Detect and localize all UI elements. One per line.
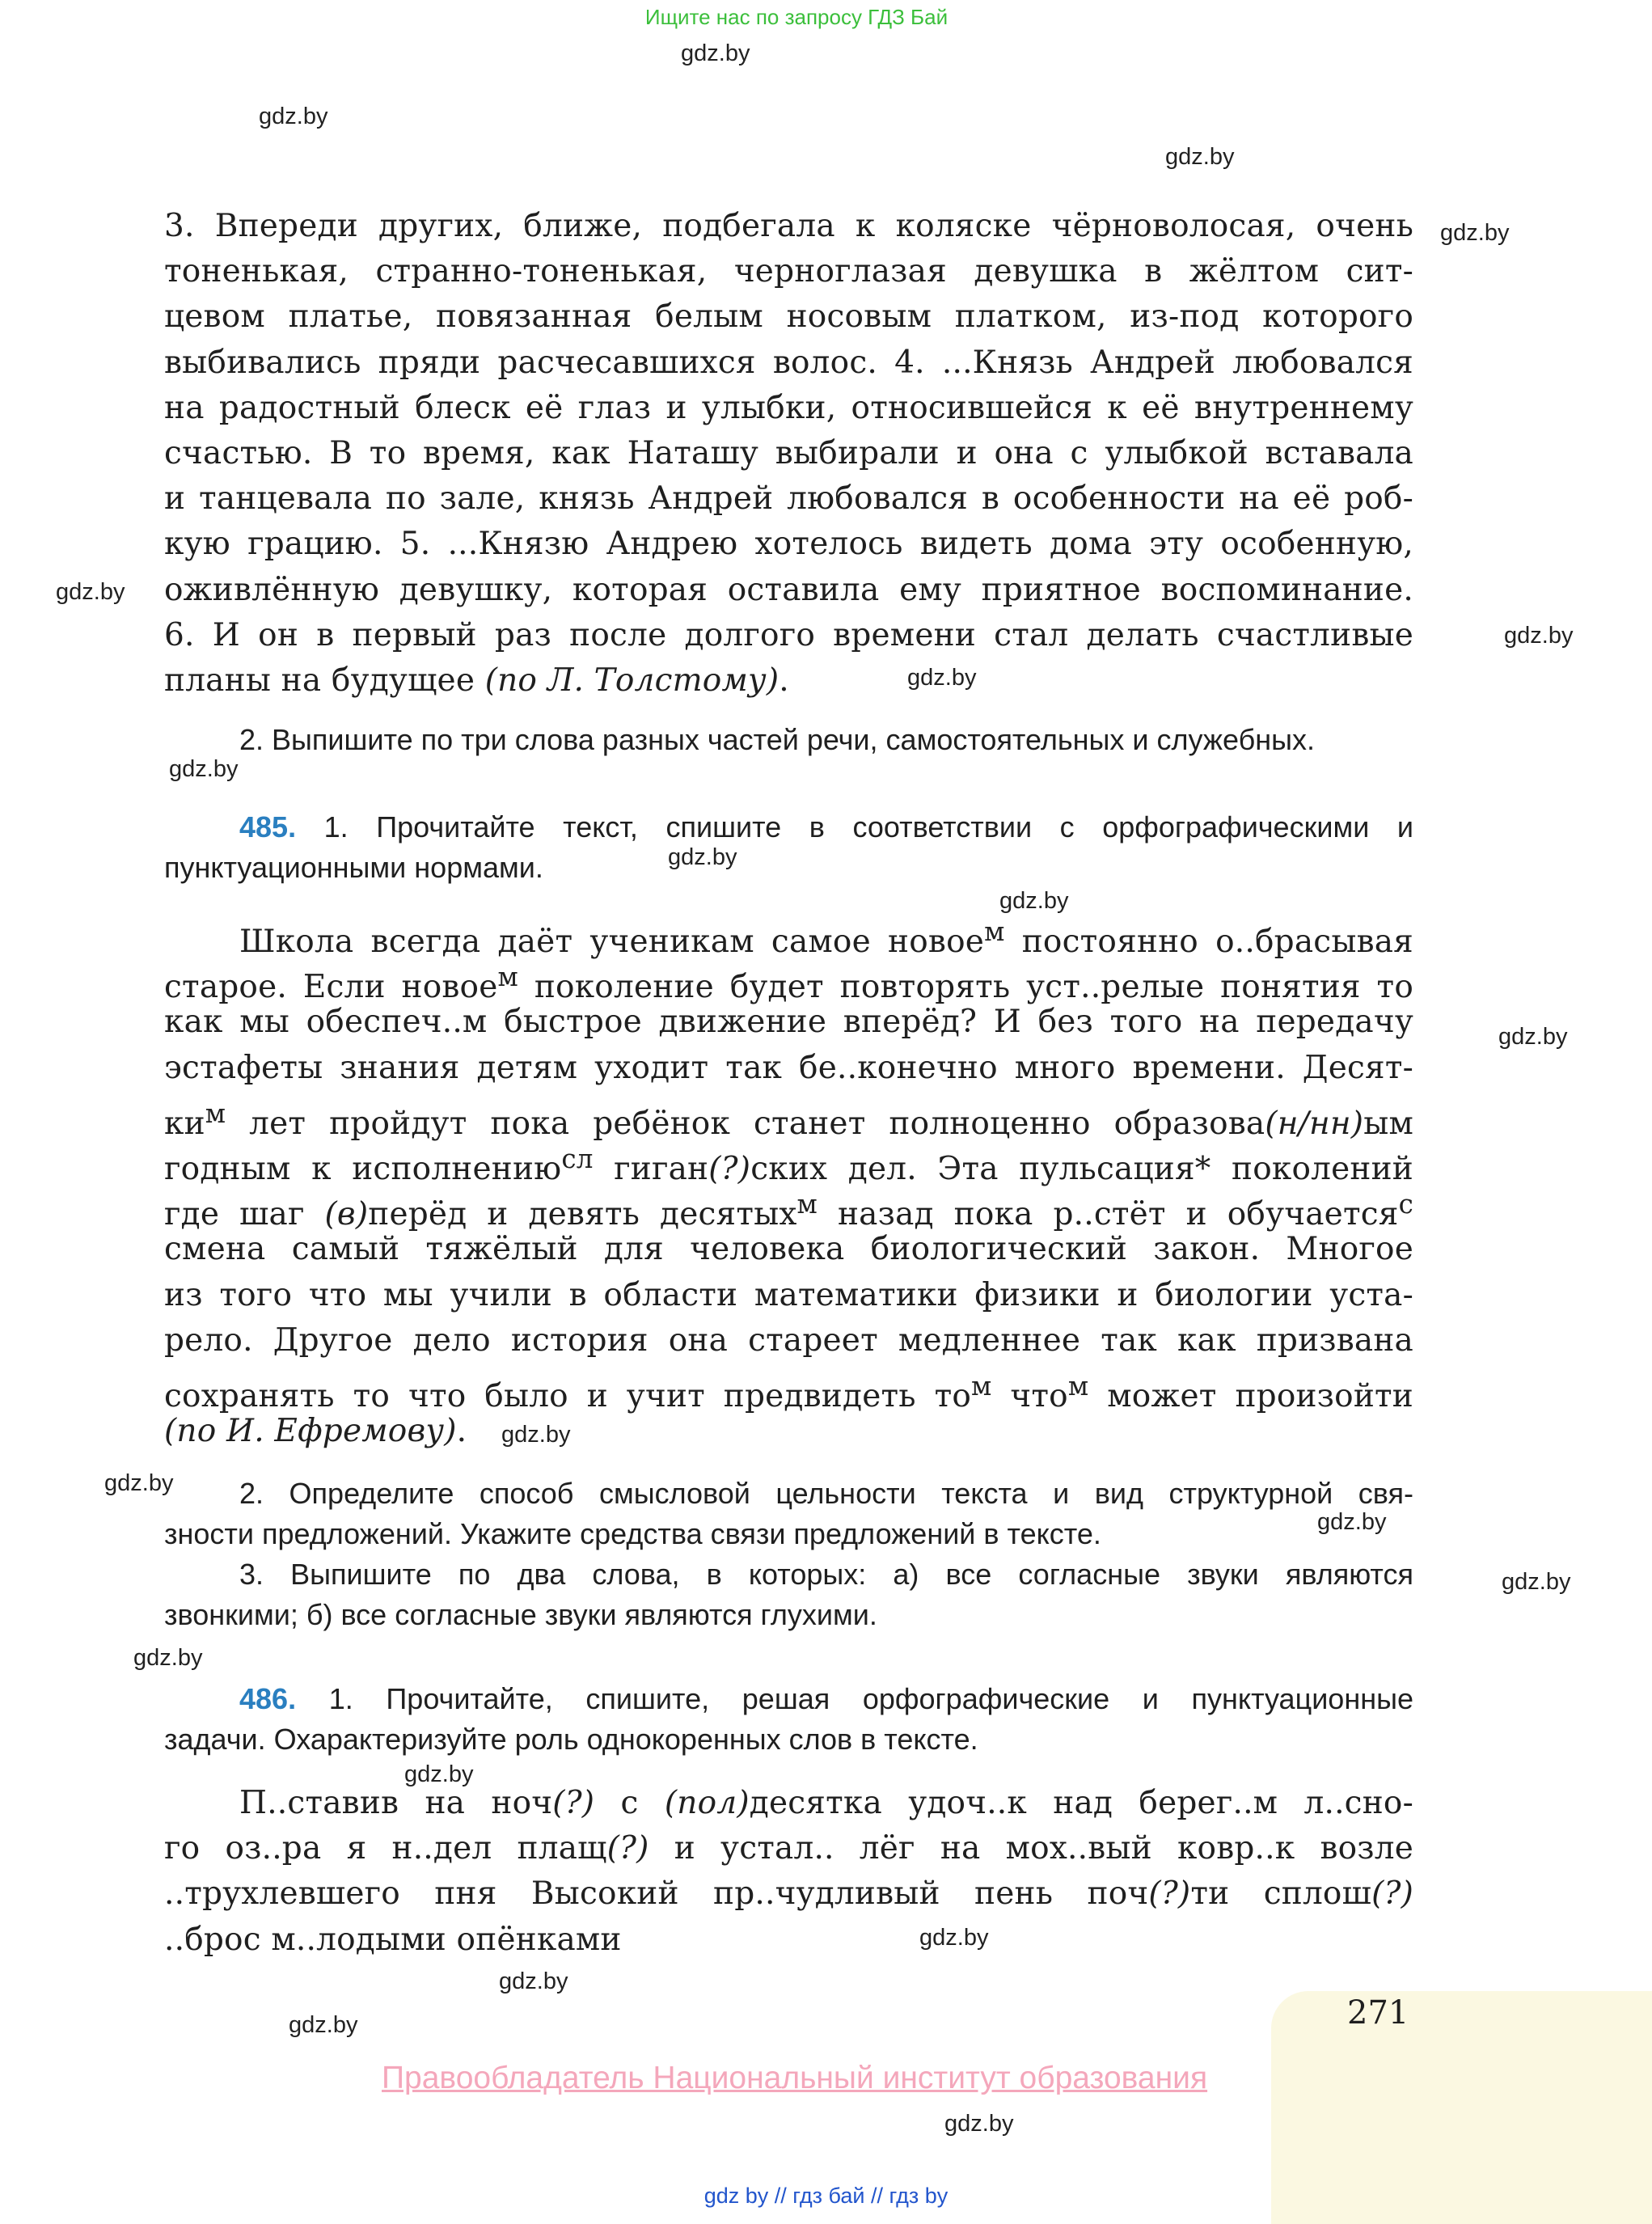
- exercise-486-text: П..ставив на ноч(?) с (пол)десятка удоч..к над берег..м л..сно- го оз..ра я н..дел плащ(?) и устал.. лёг на мох..вый ковр..к возле ..трухлевшего пня Высокий пр..чудливый пень поч(?)ти сплош(?) ..брос м..лодыми опёнками: [164, 1785, 1414, 1958]
- source-citation: (по Л. Толстому): [484, 662, 780, 699]
- exercise-485-text: Школа всегда даёт ученикам самое новое$^м$ постоянно о..брасывая старое. Если новое$^м$ поколение будет повторять уст..релые понятия то как мы обеспеч..м быстрое движение вперёд? И без того на передачу эстафеты знания детям уходит так бе..конечно много времени. Десят- $ки^м$ лет пройдут пока ребёнок станет полноценно образова(н/нн)ым годным к исполнению$^{сл}$ гиган(?)ских дел. Эта пульсация* поколений где шаг (в)перёд и девять десятых$^м$ назад пока р..стёт и обучается$^с$ смена самый тяжёлый для человека биологический закон. Многое из того что мы учили в области математики физики и биологии уста- рело. Другое дело история она стареет медленнее так как призвана сохранять то что было и учит предвидеть $то^м$ что$^м$ может произойти (по И. Ефремову).: [164, 916, 1414, 1450]
- copyright-link[interactable]: Правообладатель Национальный институт образования: [382, 2061, 1208, 2095]
- text-line: кую грацию. 5. ...Князю Андрею хотелось видеть дома эту особенную,: [164, 526, 1413, 563]
- text-line: и танцевала по зале, князь Андрей любовался в особенности на её роб-: [164, 480, 1413, 518]
- watermark: gdz.by: [404, 1761, 474, 1787]
- watermark: gdz.by: [1165, 144, 1235, 170]
- footer-links[interactable]: gdz by // гдз бай // гдз by: [703, 2184, 949, 2208]
- exercise-number: 485.: [239, 810, 297, 844]
- watermark: gdz.by: [907, 665, 977, 691]
- text-line: 6. И он в первый раз после долгого времени стал делать счастливые: [164, 616, 1413, 653]
- page-number: 271: [1347, 1994, 1409, 2032]
- text-line: планы на будущее (по Л. Толстому).: [164, 662, 789, 699]
- watermark: gdz.by: [668, 844, 737, 870]
- task-484-2: 2. Выпишите по три слова разных частей речи, самостоятельных и служебных.: [239, 723, 1315, 756]
- watermark: gdz.by: [1440, 220, 1510, 246]
- text-line: счастью. В то время, как Наташу выбирали и она с улыбкой вставала: [164, 434, 1413, 471]
- watermark: gdz.by: [919, 1925, 989, 1951]
- watermark: gdz.by: [259, 104, 328, 129]
- watermark: gdz.by: [681, 40, 750, 66]
- exercise-485-task1: 485. 1. Прочитайте текст, спишите в соответствии с орфографическими и пунктуационными нормами.: [164, 810, 1413, 884]
- watermark: gdz.by: [56, 579, 125, 605]
- exercise-485-task2: 2. Определите способ смысловой цельности текста и вид структурной свя- зности предложений. Укажите средства связи предложений в тексте.: [164, 1477, 1413, 1550]
- watermark: gdz.by: [169, 756, 239, 782]
- watermark: gdz.by: [501, 1422, 571, 1448]
- watermark: gdz.by: [1317, 1509, 1387, 1535]
- watermark: gdz.by: [1502, 1569, 1571, 1595]
- text-line: оживлённую девушку, которая оставила ему приятное воспоминание.: [164, 571, 1413, 608]
- watermark: gdz.by: [944, 2111, 1014, 2137]
- exercise-486-task1: 486. 1. Прочитайте, спишите, решая орфографические и пунктуационные задачи. Охарактеризуйте роль однокоренных слов в тексте.: [164, 1682, 1413, 1756]
- source-citation: (по И. Ефремову): [164, 1413, 457, 1450]
- watermark: gdz.by: [1504, 623, 1574, 649]
- passage-tolstoy: [164, 204, 1413, 704]
- text-line: 3. Впереди других, ближе, подбегала к коляске чёрноволосая, очень: [164, 208, 1413, 244]
- text-line: тоненькая, странно-тоненькая, черноглазая девушка в жёлтом сит-: [164, 253, 1413, 290]
- text-line: выбивались пряди расчесавшихся волос. 4. ...Князь Андрей любовался: [164, 344, 1413, 381]
- watermark: gdz.by: [999, 888, 1069, 914]
- text-line: на радостный блеск её глаз и улыбки, относившейся к её внутреннему: [164, 389, 1413, 426]
- watermark: gdz.by: [133, 1645, 203, 1671]
- watermark: gdz.by: [289, 2012, 358, 2038]
- watermark: gdz.by: [499, 1968, 568, 1994]
- exercise-485-task3: 3. Выпишите по два слова, в которых: а) все согласные звуки являются звонкими; б) все согласные звуки являются глухими.: [164, 1558, 1413, 1631]
- search-hint-link[interactable]: Ищите нас по запросу ГДЗ Бай: [644, 5, 949, 29]
- watermark: gdz.by: [1498, 1024, 1568, 1050]
- watermark: gdz.by: [104, 1470, 174, 1496]
- text-line: цевом платье, повязанная белым носовым платком, из-под которого: [164, 298, 1413, 336]
- exercise-number: 486.: [239, 1682, 297, 1715]
